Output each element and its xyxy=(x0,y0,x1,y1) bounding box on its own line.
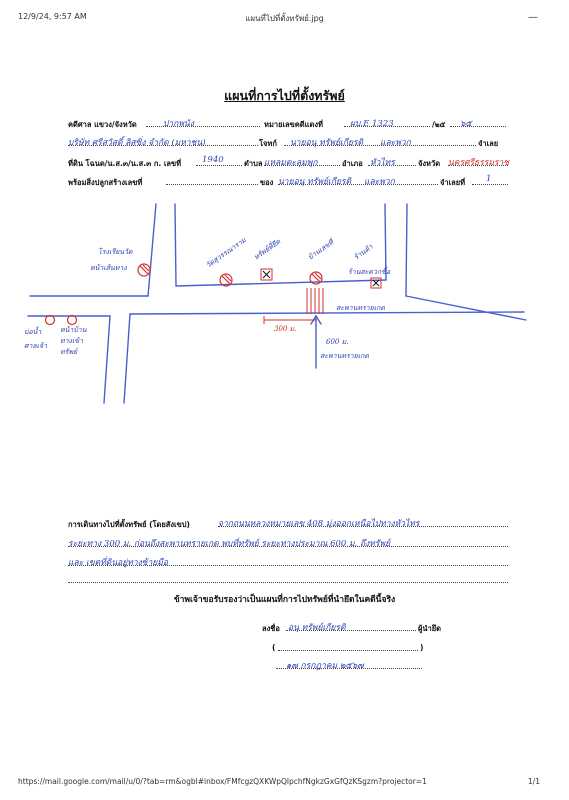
owner-value: นายอนุ ทรัพย์เกียรติ xyxy=(278,177,352,187)
map-label-shrine: ศาลเจ้า xyxy=(24,342,48,350)
pond-marker-icon xyxy=(46,316,55,325)
year-value: ๖๕ xyxy=(460,119,472,129)
form-line-parties xyxy=(68,137,508,149)
map-label-school-top: โรงเรียนวัด xyxy=(98,248,133,256)
route-label: การเดินทางไปที่ตั้งทรัพย์ (โดยสังเขป) xyxy=(68,520,190,529)
print-file-title: แผนที่ไปที่ตั้งทรัพย์.jpg xyxy=(245,14,324,23)
distance-marker xyxy=(264,316,316,324)
signature-date: ๑๗ กรกฎาคม ๒๕๖๗ xyxy=(286,661,364,671)
owner-extra: และพวก xyxy=(364,177,395,187)
map-label-temple: วัดสุวรรณาราม xyxy=(204,236,248,270)
route-line-2 xyxy=(68,538,508,552)
building-label: พร้อมสิ่งปลูกสร้างเลขที่ xyxy=(68,178,143,187)
case-value: ผบ.E 1323 xyxy=(350,119,394,129)
year-slash: /๒๕ xyxy=(432,120,446,129)
map-label-shop-top: ร้านค้า xyxy=(352,242,375,262)
signature-line xyxy=(262,622,482,634)
route-line-1 xyxy=(68,518,508,532)
paren-close: ) xyxy=(420,643,424,652)
signer-role: ผู้นำยึด xyxy=(418,624,441,633)
defendant-no-value: 1 xyxy=(486,174,492,184)
map-label-pond: บ่อน้ำ xyxy=(24,328,42,336)
defendant-extra: และพวก xyxy=(380,138,411,148)
map-label-distance-300: 300 ม. xyxy=(274,325,297,333)
map-label-front: หน้าบ้าน xyxy=(60,326,87,334)
province-label: จังหวัด xyxy=(418,159,441,168)
court-value: ปากพนัง xyxy=(163,119,194,129)
land-label: ที่ดิน โฉนด/น.ส.๓/น.ส.๓ ก. เลขที่ xyxy=(68,159,182,168)
certification-text: ข้าพเจ้าขอรับรองว่าเป็นแผนที่การไปทรัพย์ที่นำยึดในคดีนี้จริง xyxy=(173,595,396,605)
map-label-entrance: ทางเข้า xyxy=(60,337,84,345)
signature-handwriting: อนุ ทรัพย์เกียรติ xyxy=(288,623,346,633)
map-label-house: บ้านเลขที่ xyxy=(306,238,336,262)
sign-label: ลงชื่อ xyxy=(262,624,280,633)
defendant-no-label: จำเลยที่ xyxy=(440,178,466,187)
form-line-land xyxy=(68,157,508,169)
route-text-2: ระยะทาง 300 ม. ก่อนถึงสะพานทรายเกด พบที่ทรัพย์ ระยะทางประมาณ 600 ม. ถึงทรัพย์ xyxy=(68,539,391,549)
subdistrict-value: แหลมตะลุมพุก xyxy=(264,158,318,168)
route-text-1: จากถนนหลวงหมายเลข 408 มุ่งออกเหนือไปทางหัวไทร xyxy=(218,519,420,529)
route-line-3 xyxy=(68,557,508,571)
map-label-bridge: สะพานทรายเกด xyxy=(336,304,385,312)
map-label-to-bridge: สะพานทรายเกด xyxy=(320,352,369,360)
map-label-asset: ทรัพย์ที่ยึด xyxy=(252,237,283,262)
minus-icon[interactable]: — xyxy=(528,12,538,23)
district-value: หัวไทร xyxy=(370,158,395,168)
route-text-3: และ เขตที่ดินอยู่ทางซ้ายมือ xyxy=(68,558,168,568)
land-value: 1940 xyxy=(202,155,224,165)
signature-name-line xyxy=(272,642,432,654)
plaintiff-label: โจทก์ xyxy=(259,139,277,148)
print-page-number: 1/1 xyxy=(528,777,541,786)
paren-open: ( xyxy=(272,643,276,652)
route-line-4 xyxy=(68,574,508,588)
case-label: หมายเลขคดีแดงที่ xyxy=(264,120,323,129)
defendant-label: จำเลย xyxy=(478,139,499,148)
map-label-property: ทรัพย์ xyxy=(60,348,78,356)
district-label: อำเภอ xyxy=(342,159,363,168)
print-footer-url: https://mail.google.com/mail/u/0/?tab=rm&ogbl#inbox/FMfcgzQXKWpQlpchfNgkzGxGfQzKSgzm?projector=1 xyxy=(18,777,427,786)
subdistrict-label: ตำบล xyxy=(244,159,263,168)
owner-label: ของ xyxy=(260,178,274,187)
province-value: นครศรีธรรมราช xyxy=(448,158,510,168)
signature-date-line xyxy=(276,660,426,672)
form-line-building xyxy=(68,176,508,188)
court-label: คดีศาล แขวง/จังหวัด xyxy=(68,120,137,129)
map-label-shop-bottom: ร้านสะดวกซื้อ xyxy=(348,268,391,276)
map-label-distance-600: 600 ม. xyxy=(326,338,349,346)
plaintiff-value: บริษัท ศรีสวัสดิ์ ลิสซิ่ง จำกัด (มหาชน) xyxy=(68,138,206,148)
shrine-marker-icon xyxy=(68,316,77,325)
form-line-court xyxy=(68,118,508,130)
bridge-hatch xyxy=(307,288,323,314)
defendant-value: นายอนุ ทรัพย์เกียรติ xyxy=(290,138,364,148)
map-drawing xyxy=(20,198,550,408)
map-label-school-bottom: หน้าเส้นทาง xyxy=(90,264,127,272)
print-datetime: 12/9/24, 9:57 AM xyxy=(18,12,87,21)
document-title: แผนที่การไปที่ตั้งทรัพย์ xyxy=(224,88,345,103)
location-map xyxy=(20,198,550,408)
